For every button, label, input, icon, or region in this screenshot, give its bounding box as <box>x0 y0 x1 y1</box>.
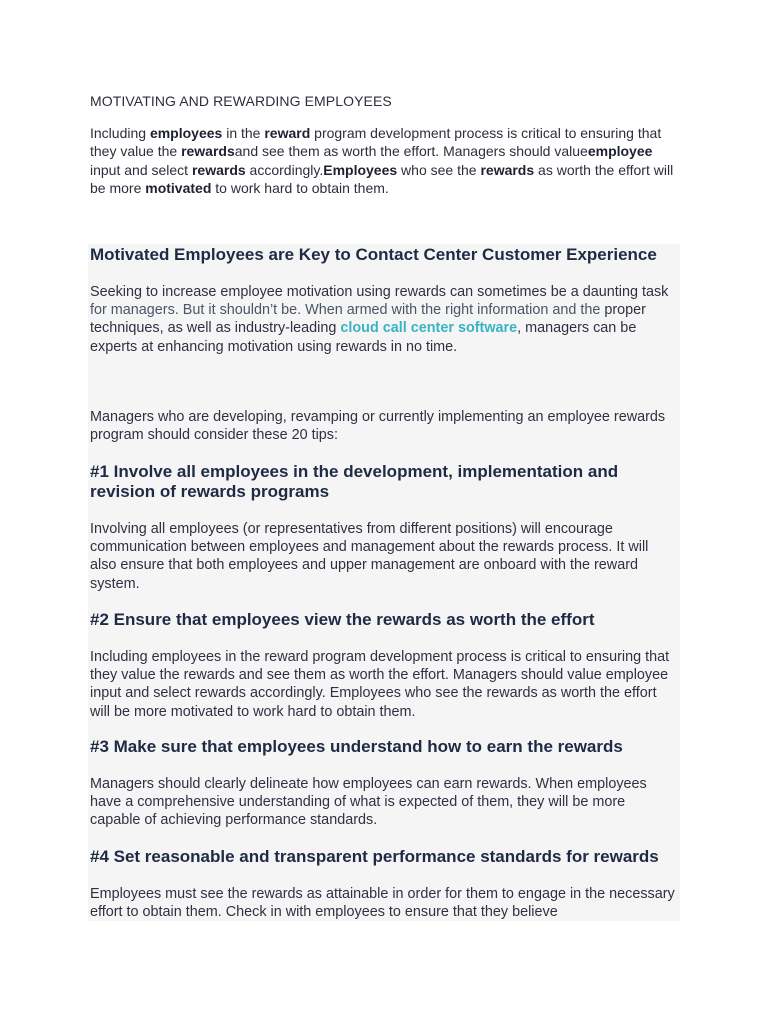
intro-text: Including <box>90 125 150 141</box>
tip-2-heading: #2 Ensure that employees view the rewards as worth the effort <box>90 610 595 629</box>
intro-text: input and select <box>90 161 192 178</box>
article-heading: Motivated Employees are Key to Contact Center Customer Experience <box>90 245 657 264</box>
tip-2-body: Including employees in the reward program development process is critical to ensuring that they value the rewards and see them as worth the effort. Managers should value employee input and select rewards accordingly. Employees who see the rewards as worth the effort will be more motivated to work hard to obtain them. <box>90 649 670 720</box>
article-paragraph-1 <box>90 283 675 356</box>
intro-text: accordingly. <box>245 161 324 178</box>
intro-bold: employees <box>149 125 223 141</box>
intro-text: in the <box>222 125 265 141</box>
document-title: MOTIVATING AND REWARDING EMPLOYEES <box>90 93 392 109</box>
intro-paragraph <box>90 124 680 197</box>
tip-4-heading: #4 Set reasonable and transparent performance standards for rewards <box>90 847 659 866</box>
intro-text: as worth the effort will be more <box>90 161 674 196</box>
intro-bold: rewards <box>181 143 235 160</box>
intro-bold: rewards <box>480 161 535 178</box>
tip-4-body: Employees must see the rewards as attainable in order for them to engage in the necessary effort to obtain them. Check in with employees to ensure that they believe <box>90 886 675 921</box>
article-panel <box>88 244 680 921</box>
intro-bold: motivated <box>145 179 212 196</box>
cloud-call-center-software-link[interactable]: cloud call center software <box>340 320 518 337</box>
tip-1-body: Involving all employees (or representatives from different positions) will encourage communication between employees and management about the rewards process. It will also ensure that both employees and upper management are onboard with the reward system. <box>90 521 649 592</box>
paragraph-text: Seeking to increase employee motivation using rewards can sometimes be a daunting task <box>90 284 669 300</box>
tip-3-body: Managers should clearly delineate how employees can earn rewards. When employees have a comprehensive understanding of what is expected of them, they will be more capable of achieving performance standards. <box>90 776 647 829</box>
tip-1-heading: #1 Involve all employees in the development, implementation and revision of rewards programs <box>90 462 619 501</box>
intro-text: and see them as worth the effort. Managers should value <box>234 143 588 160</box>
intro-bold: rewards <box>191 161 246 178</box>
paragraph-text: , managers can be experts at enhancing motivation using rewards in no time. <box>90 320 637 355</box>
article-paragraph-2: Managers who are developing, revamping or currently implementing an employee rewards program should consider these 20 tips: <box>90 409 666 444</box>
tip-3-heading: #3 Make sure that employees understand how to earn the rewards <box>90 737 623 756</box>
intro-text: to work hard to obtain them. <box>211 179 389 196</box>
intro-bold: employee <box>587 143 653 160</box>
paragraph-text: for managers. But it shouldn’t be. When armed with the right information and the <box>90 302 601 319</box>
intro-bold: reward <box>264 125 311 141</box>
paragraph-text: proper techniques, as well as industry-leading <box>90 302 646 337</box>
intro-text: who see the <box>397 161 481 178</box>
intro-bold: Employees <box>323 161 398 178</box>
intro-text: program development process is critical to ensuring that they value the <box>90 125 662 160</box>
